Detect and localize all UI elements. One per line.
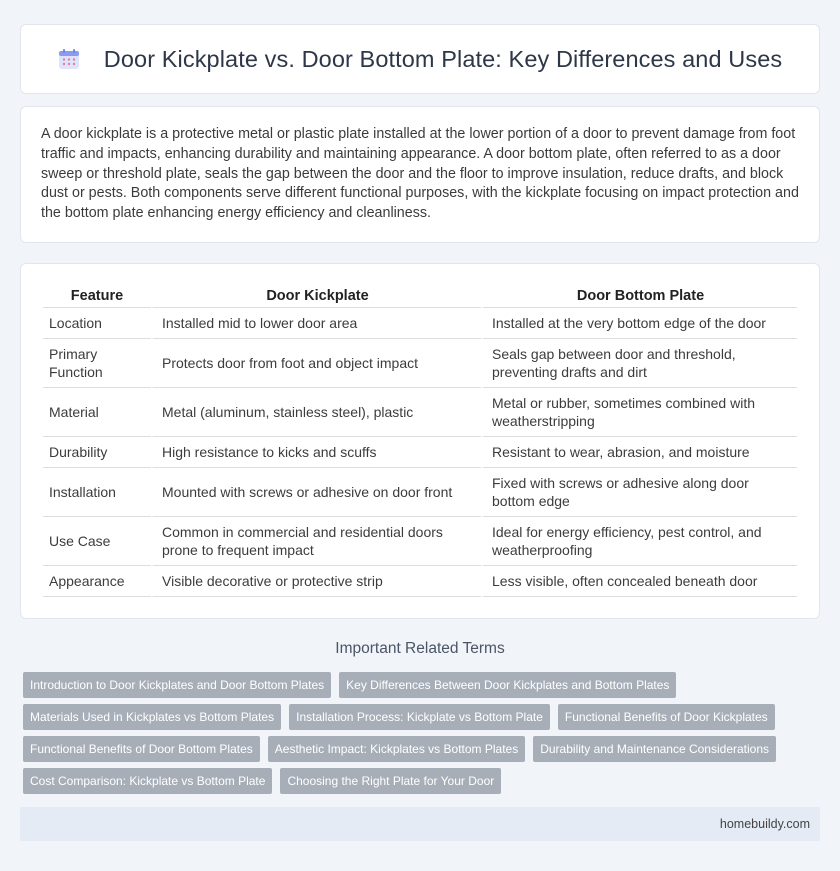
intro-card <box>20 106 820 243</box>
table-row <box>43 339 797 388</box>
tag-row <box>23 704 823 730</box>
header-door-kickplate: Door Kickplate <box>151 284 481 308</box>
tag-row <box>23 736 823 762</box>
kickplate-cell: Mounted with screws or adhesive on door front <box>151 468 481 517</box>
related-term-link[interactable]: Cost Comparison: Kickplate vs Bottom Plate <box>23 768 272 794</box>
page-title: Door Kickplate vs. Door Bottom Plate: Key Differences and Uses <box>103 45 783 72</box>
kickplate-cell: Common in commercial and residential doors prone to frequent impact <box>151 517 481 566</box>
table-row <box>43 566 797 597</box>
bottom-plate-cell: Resistant to wear, abrasion, and moisture <box>481 437 797 468</box>
table-row <box>43 468 797 517</box>
feature-cell: Material <box>43 388 151 437</box>
table-row <box>43 517 797 566</box>
related-term-link[interactable]: Functional Benefits of Door Bottom Plates <box>23 736 260 762</box>
related-terms-title: Important Related Terms <box>335 640 505 657</box>
kickplate-cell: Installed mid to lower door area <box>151 308 481 339</box>
kickplate-cell: Protects door from foot and object impact <box>151 339 481 388</box>
related-term-link[interactable]: Aesthetic Impact: Kickplates vs Bottom Plates <box>268 736 525 762</box>
feature-cell: Appearance <box>43 566 151 597</box>
intro-paragraph: A door kickplate is a protective metal or plastic plate installed at the lower portion of a door to prevent damage from foot traffic and impacts, enhancing durability and maintaining appearance. A door bottom plate, often referred to as a door sweep or threshold plate, seals the gap between the door and the floor to improve insulation, reduce drafts, and block dust or pests. Both components serve different functional purposes, with the kickplate focusing on impact protection and the bottom plate enhancing energy efficiency and cleanliness. <box>41 126 799 222</box>
tag-row <box>23 768 823 794</box>
table-row <box>43 437 797 468</box>
related-term-link[interactable]: Materials Used in Kickplates vs Bottom Plates <box>23 704 281 730</box>
header-door-bottom-plate: Door Bottom Plate <box>481 284 797 308</box>
calendar-grid-icon <box>58 48 80 70</box>
feature-cell: Primary Function <box>43 339 151 388</box>
footer-site-link[interactable]: homebuildy.com <box>719 817 810 831</box>
related-term-link[interactable]: Durability and Maintenance Considerations <box>533 736 776 762</box>
feature-cell: Durability <box>43 437 151 468</box>
bottom-plate-cell: Less visible, often concealed beneath door <box>481 566 797 597</box>
related-term-link[interactable]: Installation Process: Kickplate vs Bottom Plate <box>289 704 550 730</box>
bottom-plate-cell: Installed at the very bottom edge of the door <box>481 308 797 339</box>
page-footer <box>20 807 820 841</box>
related-term-link[interactable]: Choosing the Right Plate for Your Door <box>280 768 501 794</box>
comparison-card <box>20 263 820 619</box>
header-feature: Feature <box>43 284 151 308</box>
bottom-plate-cell: Metal or rubber, sometimes combined with weatherstripping <box>481 388 797 437</box>
table-header-row <box>43 284 797 308</box>
comparison-table <box>43 284 797 597</box>
related-term-link[interactable]: Introduction to Door Kickplates and Door Bottom Plates <box>23 672 331 698</box>
tag-row <box>23 672 823 698</box>
kickplate-cell: Visible decorative or protective strip <box>151 566 481 597</box>
table-row <box>43 308 797 339</box>
feature-cell: Location <box>43 308 151 339</box>
kickplate-cell: Metal (aluminum, stainless steel), plastic <box>151 388 481 437</box>
bottom-plate-cell: Fixed with screws or adhesive along door bottom edge <box>481 468 797 517</box>
feature-cell: Installation <box>43 468 151 517</box>
bottom-plate-cell: Ideal for energy efficiency, pest control, and weatherproofing <box>481 517 797 566</box>
page-header <box>20 24 820 94</box>
bottom-plate-cell: Seals gap between door and threshold, preventing drafts and dirt <box>481 339 797 388</box>
table-row <box>43 388 797 437</box>
feature-cell: Use Case <box>43 517 151 566</box>
related-term-link[interactable]: Functional Benefits of Door Kickplates <box>558 704 775 730</box>
related-term-link[interactable]: Key Differences Between Door Kickplates and Bottom Plates <box>339 672 676 698</box>
related-terms-list <box>23 672 823 800</box>
kickplate-cell: High resistance to kicks and scuffs <box>151 437 481 468</box>
